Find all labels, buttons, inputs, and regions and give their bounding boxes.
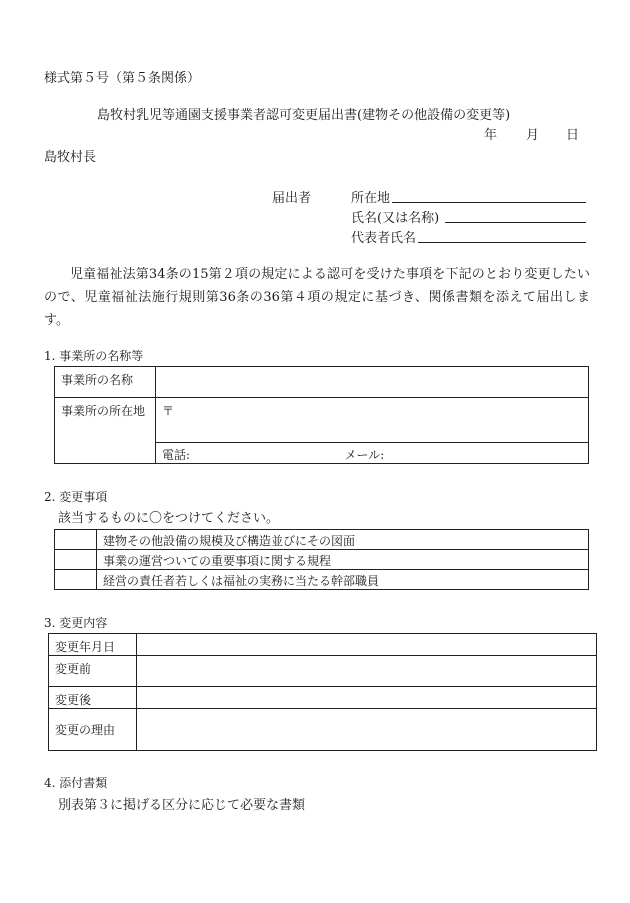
before-change-label: 変更前 [49,656,137,687]
facility-address-field[interactable] [156,398,589,443]
after-change-field[interactable] [137,687,597,709]
name-underline[interactable] [445,222,586,223]
body-paragraph: 児童福祉法第34条の15第２項の規定による認可を受けた事項を下記のとおり変更したいので、児童福祉法施行規則第36条の36第４項の規定に基づき、関係書類を添えて届出します。 [44,267,590,328]
section4-heading: 4. 添付書類 [44,776,108,790]
change-date-label: 変更年月日 [49,634,137,656]
form-number: 様式第５号（第５条関係） [44,71,201,86]
after-change-label: 変更後 [49,687,137,709]
change-item-1: 建物その他設備の規模及び構造並びにその図面 [97,530,589,550]
date-year-label: 年 [484,128,498,143]
change-items-table [54,529,589,590]
section3-heading: 3. 変更内容 [44,616,108,630]
facility-contact-field[interactable] [156,443,589,464]
change-item-check-3[interactable] [55,570,97,590]
address-label: 所在地 [351,191,391,206]
email-label: メール: [344,448,385,462]
change-reason-field[interactable] [137,709,597,751]
change-item-3: 経営の責任者若しくは福祉の実務に当たる幹部職員 [97,570,589,590]
change-item-2: 事業の運営ついての重要事項に関する規程 [97,550,589,570]
applicant-label: 届出者 [272,191,312,206]
date-month-label: 月 [526,128,540,143]
name-label: 氏名(又は名称) [351,211,440,226]
facility-name-field[interactable] [156,367,589,398]
change-date-field[interactable] [137,634,597,656]
representative-label: 代表者氏名 [351,231,417,246]
facility-address-label: 事業所の所在地 [55,398,156,464]
date-day-label: 日 [566,128,580,143]
document-title: 島牧村乳児等通園支援事業者認可変更届出書(建物その他設備の変更等) [97,108,511,123]
address-underline[interactable] [392,202,586,203]
section2-heading: 2. 変更事項 [44,490,108,504]
representative-underline[interactable] [418,242,586,243]
section1-heading: 1. 事業所の名称等 [44,349,144,363]
facility-table [54,366,589,464]
facility-name-label: 事業所の名称 [55,367,156,398]
change-item-check-2[interactable] [55,550,97,570]
addressee: 島牧村長 [44,150,97,165]
change-details-table [48,633,597,751]
phone-label: 電話: [162,448,191,462]
section2-instruction: 該当するものに〇をつけてください。 [58,511,280,526]
change-item-check-1[interactable] [55,530,97,550]
change-reason-label: 変更の理由 [49,709,137,751]
before-change-field[interactable] [137,656,597,687]
postal-mark: 〒 [162,404,175,418]
section4-text: 別表第３に掲げる区分に応じて必要な書類 [58,798,306,813]
